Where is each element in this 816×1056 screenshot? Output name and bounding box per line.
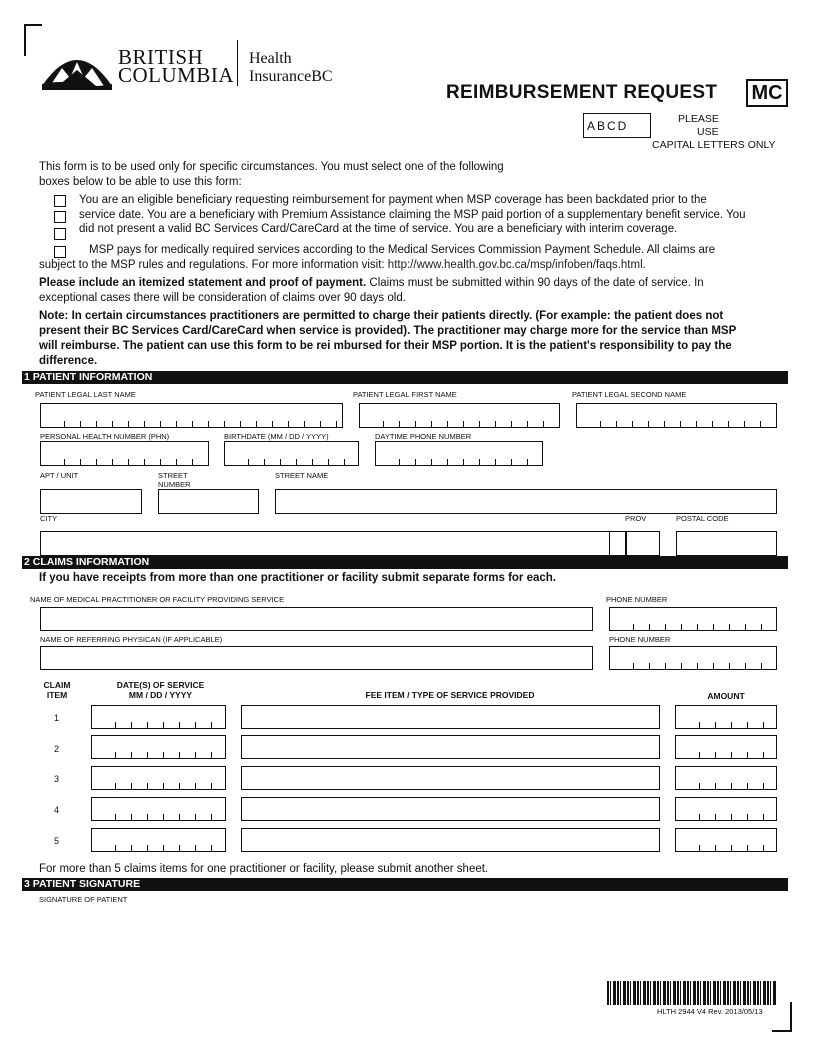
- practitioner-phone-field[interactable]: [609, 607, 777, 631]
- last-name-field[interactable]: [40, 403, 343, 428]
- logo-insurancebc: InsuranceBC: [249, 68, 333, 85]
- col-date-1: DATE(S) OF SERVICE: [116, 680, 205, 690]
- claim-1-fee-field[interactable]: [241, 705, 660, 729]
- logo-british: BRITISH: [118, 45, 204, 69]
- label-practitioner: NAME OF MEDICAL PRACTITIONER OR FACILITY PROVIDING SERVICE: [30, 595, 285, 604]
- claim-1-date-field[interactable]: [91, 705, 226, 729]
- msp-line-2: [39, 258, 646, 273]
- first-name-field[interactable]: [359, 403, 560, 428]
- col-claim-2: ITEM: [46, 690, 68, 700]
- signature-area[interactable]: [39, 905, 779, 975]
- city-field[interactable]: [40, 531, 610, 556]
- proof-line-1: [39, 276, 704, 291]
- logo-divider: [237, 40, 238, 86]
- postal-code-field[interactable]: [676, 531, 777, 556]
- proof-line-2: exceptional cases there will be consideration of claims over 90 days old.: [39, 292, 406, 304]
- claim-3-fee-field[interactable]: [241, 766, 660, 790]
- claim-3-date-field[interactable]: [91, 766, 226, 790]
- corner-mark-bottom-right: [772, 1002, 792, 1032]
- msp-line-1: MSP pays for medically required services according to the Medical Services Commission Payment Schedule. All claims are: [89, 244, 716, 256]
- option-checkbox-1[interactable]: [54, 195, 66, 207]
- use-text: USE: [697, 126, 719, 138]
- form-barcode: [607, 981, 777, 1005]
- daytime-phone-field[interactable]: [375, 441, 543, 466]
- label-second-name: PATIENT LEGAL SECOND NAME: [572, 390, 687, 399]
- claim-1-amount-field[interactable]: [675, 705, 777, 729]
- label-street-number-1: STREET: [158, 471, 188, 480]
- note-line-2: present their BC Services Card/CareCard when service is provided). The practitioner may charge more for the service than MSP: [39, 325, 737, 337]
- phn-field[interactable]: [40, 441, 209, 466]
- option-text-line-3: did not present a valid BC Services Card/CareCard at the time of service. You are a beneficiary with interim coverage.: [79, 223, 678, 235]
- page-title: REIMBURSEMENT REQUEST: [446, 82, 718, 103]
- option-checkbox-4[interactable]: [54, 246, 66, 258]
- logo-columbia: COLUMBIA: [118, 63, 235, 87]
- please-text: PLEASE: [678, 113, 719, 125]
- label-street-name: STREET NAME: [275, 471, 329, 480]
- claim-row-number-2: 2: [54, 744, 60, 754]
- label-postal-code: POSTAL CODE: [676, 514, 729, 523]
- referring-phone-field[interactable]: [609, 646, 777, 670]
- option-text-line-1: You are an eligible beneficiary requesting reimbursement for payment when MSP coverage has been backdated prior to the: [79, 194, 707, 206]
- label-phone-2: PHONE NUMBER: [609, 635, 671, 644]
- street-number-field[interactable]: [158, 489, 259, 514]
- label-signature: SIGNATURE OF PATIENT: [39, 895, 128, 904]
- form-code-box: MC: [746, 79, 788, 107]
- note-line-3: will reimburse. The patient can use this form to be rei mbursed for their MSP portion. It is the patient's responsibility to pay the: [39, 340, 732, 352]
- msp-faq-link[interactable]: http://www.health.gov.bc.ca/msp/infoben/faqs.html.: [387, 259, 646, 271]
- label-phone-1: PHONE NUMBER: [606, 595, 668, 604]
- prov-field[interactable]: [626, 531, 660, 556]
- claim-row-number-5: 5: [54, 836, 60, 846]
- street-name-field[interactable]: [275, 489, 777, 514]
- note-line-1: Note: In certain circumstances practitioners are permitted to charge their patients directly. (For example: the patient does not: [39, 310, 724, 322]
- claim-2-fee-field[interactable]: [241, 735, 660, 759]
- claims-footer-note: For more than 5 claims items for one practitioner or facility, please submit another sheet.: [39, 863, 489, 875]
- capital-letters-sample: ABCD: [583, 113, 651, 138]
- option-text-line-2: service date. You are a beneficiary with Premium Assistance claiming the MSP paid portion of a supplementary benefit service. You: [79, 209, 746, 221]
- claim-5-fee-field[interactable]: [241, 828, 660, 852]
- form-id: HLTH 2944 V4 Rev. 2013/05/13: [657, 1007, 763, 1016]
- claim-2-date-field[interactable]: [91, 735, 226, 759]
- claim-row-number-3: 3: [54, 774, 60, 784]
- section-claims-information: 2 CLAIMS INFORMATION: [22, 556, 788, 569]
- proof-rest: Claims must be submitted within 90 days of the date of service. In: [366, 277, 704, 289]
- intro-line-1: This form is to be used only for specific circumstances. You must select one of the following: [39, 161, 504, 173]
- claims-instruction: If you have receipts from more than one practitioner or facility submit separate forms for each.: [39, 572, 556, 584]
- city-field-end: [610, 531, 626, 556]
- logo-health: Health: [249, 50, 292, 67]
- birthdate-field[interactable]: [224, 441, 359, 466]
- label-prov: PROV: [625, 514, 647, 523]
- intro-line-2: boxes below to be able to use this form:: [39, 176, 242, 188]
- claim-2-amount-field[interactable]: [675, 735, 777, 759]
- col-amount: AMOUNT: [707, 691, 745, 701]
- note-line-4: difference.: [39, 355, 98, 367]
- section-patient-information: 1 PATIENT INFORMATION: [22, 371, 788, 384]
- label-street-number-2: NUMBER: [158, 480, 191, 489]
- col-fee-item: FEE ITEM / TYPE OF SERVICE PROVIDED: [365, 690, 535, 700]
- claim-4-date-field[interactable]: [91, 797, 226, 821]
- msp-line-2-text: subject to the MSP rules and regulations. For more information visit:: [39, 259, 385, 271]
- proof-bold: Please include an itemized statement and proof of payment.: [39, 277, 367, 289]
- label-city: CITY: [40, 514, 58, 523]
- label-birthdate: BIRTHDATE (MM / DD / YYYY): [224, 432, 329, 441]
- section-patient-signature: 3 PATIENT SIGNATURE: [22, 878, 788, 891]
- referring-physician-field[interactable]: [40, 646, 593, 670]
- col-claim-1: CLAIM: [43, 680, 71, 690]
- claim-5-amount-field[interactable]: [675, 828, 777, 852]
- practitioner-field[interactable]: [40, 607, 593, 631]
- col-date-2: MM / DD / YYYY: [128, 690, 193, 700]
- option-checkbox-2[interactable]: [54, 211, 66, 223]
- apt-unit-field[interactable]: [40, 489, 142, 514]
- label-last-name: PATIENT LEGAL LAST NAME: [35, 390, 136, 399]
- second-name-field[interactable]: [576, 403, 777, 428]
- capital-letters-text: CAPITAL LETTERS ONLY: [652, 139, 776, 151]
- claim-5-date-field[interactable]: [91, 828, 226, 852]
- label-referring: NAME OF REFERRING PHYSICAN (IF APPLICABLE): [40, 635, 223, 644]
- claim-row-number-4: 4: [54, 805, 60, 815]
- bc-sun-logo-icon: [40, 40, 114, 90]
- label-daytime-phone: DAYTIME PHONE NUMBER: [375, 432, 472, 441]
- claim-3-amount-field[interactable]: [675, 766, 777, 790]
- claim-4-amount-field[interactable]: [675, 797, 777, 821]
- claim-row-number-1: 1: [54, 713, 60, 723]
- label-apt-unit: APT / UNIT: [40, 471, 79, 480]
- claim-4-fee-field[interactable]: [241, 797, 660, 821]
- option-checkbox-3[interactable]: [54, 228, 66, 240]
- label-phn: PERSONAL HEALTH NUMBER (PHN): [40, 432, 170, 441]
- label-first-name: PATIENT LEGAL FIRST NAME: [353, 390, 457, 399]
